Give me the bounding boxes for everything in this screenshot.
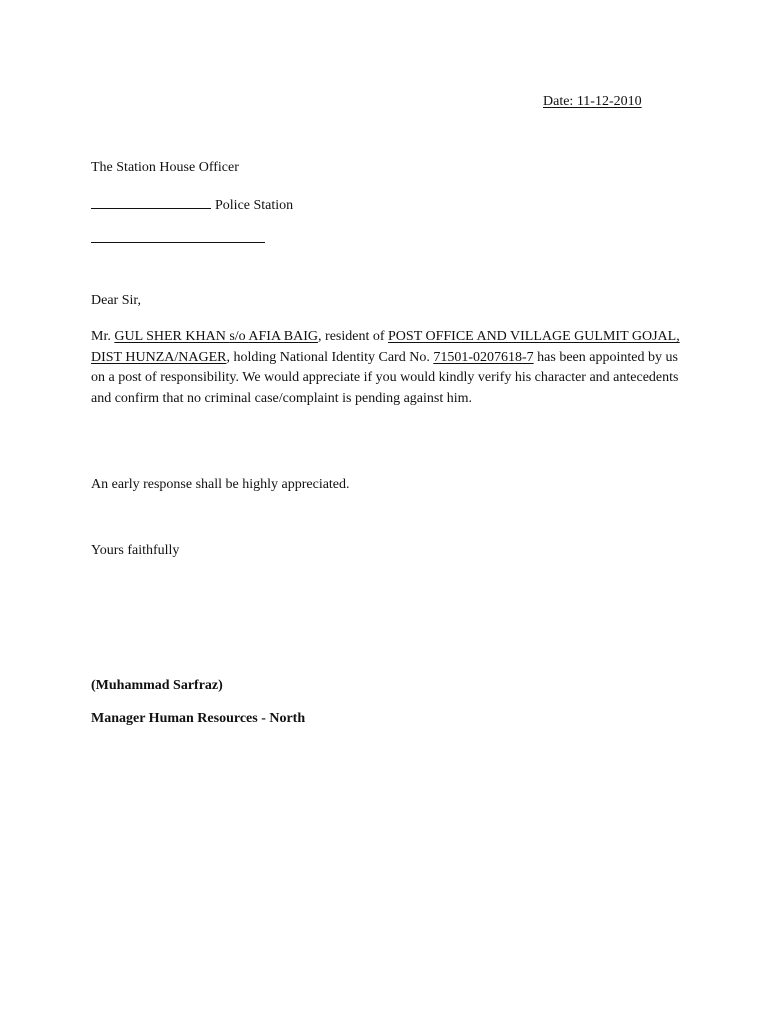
relation-text: s/o bbox=[229, 329, 249, 344]
father-name: AFIA BAIG bbox=[248, 329, 319, 344]
closing-paragraph: An early response shall be highly appreciated. bbox=[91, 477, 350, 492]
holding-text: , holding National Identity Card No. bbox=[226, 349, 434, 365]
signatory-title: Manager Human Resources - North bbox=[91, 711, 306, 726]
police-station-line bbox=[91, 194, 293, 214]
sign-off: Yours faithfully bbox=[91, 543, 180, 558]
station-address-line bbox=[91, 228, 265, 248]
letter-date: Date: 11-12-2010 bbox=[543, 94, 642, 109]
signatory-name: (Muhammad Sarfraz) bbox=[91, 678, 223, 693]
salutation: Dear Sir, bbox=[91, 293, 141, 308]
station-address-blank bbox=[91, 228, 265, 243]
station-name-blank bbox=[91, 194, 211, 209]
resident-text: , resident of bbox=[318, 329, 389, 344]
body-paragraph bbox=[91, 327, 686, 409]
police-station-label: Police Station bbox=[215, 198, 294, 213]
body-rest: has been appointed by us on a post of responsibility. We would appreciate if you would kindly verify his character and antecedents and confirm that no criminal case/complaint is pending against him. bbox=[91, 349, 679, 406]
employee-address: POST OFFICE AND VILLAGE GULMIT GOJAL, DIST HUNZA/NAGER bbox=[91, 329, 680, 365]
recipient-title: The Station House Officer bbox=[91, 160, 239, 175]
body-prefix: Mr. bbox=[91, 329, 115, 344]
employee-name: GUL SHER KHAN bbox=[114, 329, 230, 344]
cnic-number: 71501-0207618-7 bbox=[433, 349, 534, 365]
